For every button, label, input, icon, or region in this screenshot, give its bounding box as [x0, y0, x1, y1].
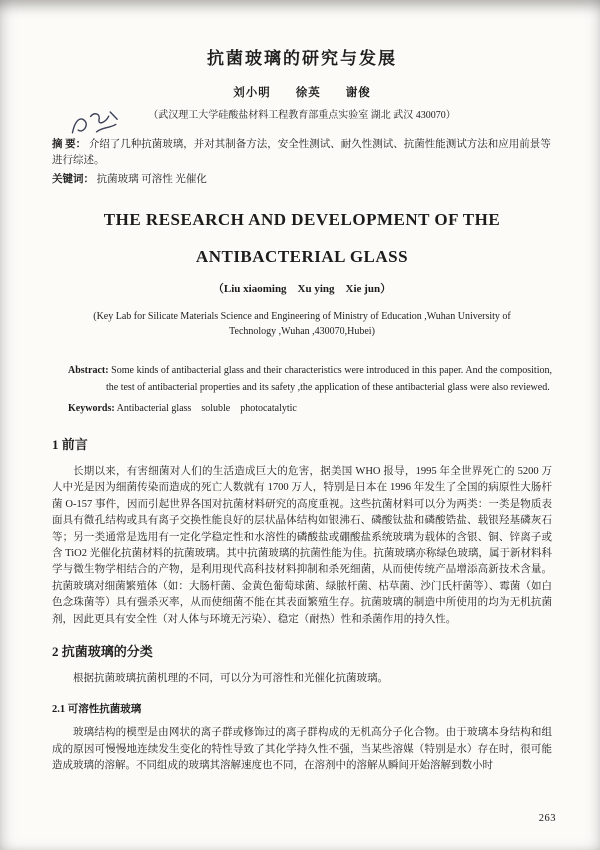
section-2-1-paragraph: 玻璃结构的模型是由网状的离子群或修饰过的离子群构成的无机高分子化合物。由于玻璃本身结构和组成的原因可慢慢地连续发生变化的特性导致了其化学持久性不强，当某些溶媒（特别是水）存在时，很可能造成玻璃的溶解。不同组成的玻璃其溶解速度也不同，在溶剂中的溶解从瞬间开始溶解到数小时 — [52, 727, 552, 772]
keywords-zh-text: 抗菌玻璃 可溶性 光催化 — [96, 174, 207, 185]
keywords-en-text: Antibacterial glass soluble photocatalytic — [116, 403, 297, 414]
affiliation-en — [52, 309, 552, 339]
authors-en: （Liu xiaoming Xu ying Xie jun） — [212, 283, 392, 295]
abstract-en-label: Abstract: — [68, 365, 109, 376]
section-2-intro: 根据抗菌玻璃抗菌机理的不同，可以分为可溶性和光催化抗菌玻璃。 — [73, 673, 388, 685]
abstract-zh-line — [52, 137, 552, 169]
affiliation-en-line1: (Key Lab for Silicate Materials Science and Engineering of Ministry of Education ,Wuhan University of — [93, 311, 511, 322]
handwritten-annotation — [64, 105, 126, 151]
page-number: 263 — [538, 813, 556, 824]
section-1-heading: 1 前言 — [52, 437, 88, 452]
keywords-zh-line — [52, 172, 552, 188]
section-2-heading: 2 抗菌玻璃的分类 — [52, 644, 153, 660]
keywords-en-label: Keywords: — [68, 403, 115, 414]
paper-title-zh: 抗菌玻璃的研究与发展 — [207, 49, 397, 68]
section-2-1-heading: 2.1 可溶性抗菌玻璃 — [52, 704, 142, 716]
section-1-paragraph: 长期以来，有害细菌对人们的生活造成巨大的危害，据美国 WHO 报导，1995 年全世界死亡的 5200 万人中光是因为细菌传染而造成的死亡人数就有 1700 万人，特别是日本在 1996 年发生了全国的病原性大肠杆菌 O-157 事件，因而引起世界各国对抗菌材料研究的高度重视。这些抗菌材料可以分为两类：一类是物质表面具有微孔结构或具有离子交换性能良好的层状晶体结构如银沸石、磷酸钛盐和磷酸锆盐、载银羟基磷灰石等；另一类通常是选用有一定化学稳定性和水溶性的磷酸盐或硼酸盐系统玻璃为载体的含银、铜、锌离子或含 TiO2 光催化抗菌材料的抗菌玻璃。其中抗菌玻璃的抗菌性能为佳。抗菌玻璃亦称绿色玻璃，属于新材料科学与微生物学相结合的产物，是利用现代高科技材料抑制和杀死细菌，从而使传统产品增添高新技术含量。抗菌玻璃对细菌繁殖体（如：大肠杆菌、金黄色葡萄球菌、绿脓杆菌、枯草菌、沙门氏杆菌等）、霉菌（如白色念珠菌等）具有强杀灭率，从而使细菌不能在其表面繁殖生存。抗菌玻璃的制造中所使用的均为无机抗菌剂，因此更具有安全性（对人体与环境无污染）、稳定（耐热）性和杀菌作用的持久性。 — [52, 466, 552, 625]
abstract-en-text: Some kinds of antibacterial glass and their characteristics were introduced in this paper. And the composition, the test of antibacterial properties and its safety ,the application of these antibacterial glass were also reviewed. — [106, 365, 552, 393]
abstract-zh-label: 摘 要： — [52, 139, 87, 150]
paper-title-en-line1: THE RESEARCH AND DEVELOPMENT OF THE — [103, 210, 501, 229]
authors-zh: 刘小明 徐英 谢俊 — [233, 87, 371, 99]
abstract-en-paragraph — [68, 363, 552, 396]
affiliation-en-line2: Technology ,Wuhan ,430070,Hubei) — [229, 326, 375, 337]
abstract-zh-text: 介绍了几种抗菌玻璃，并对其制备方法，安全性测试、耐久性测试、抗菌性能测试方法和应用前景等进行综述。 — [52, 139, 551, 166]
keywords-zh-label: 关键词： — [52, 174, 94, 185]
affiliation-zh: （武汉理工大学硅酸盐材料工程教育部重点实验室 湖北 武汉 430070） — [148, 110, 456, 121]
paper-title-en-line2: ANTIBACTERIAL GLASS — [195, 247, 409, 266]
keywords-en-line — [68, 399, 552, 414]
